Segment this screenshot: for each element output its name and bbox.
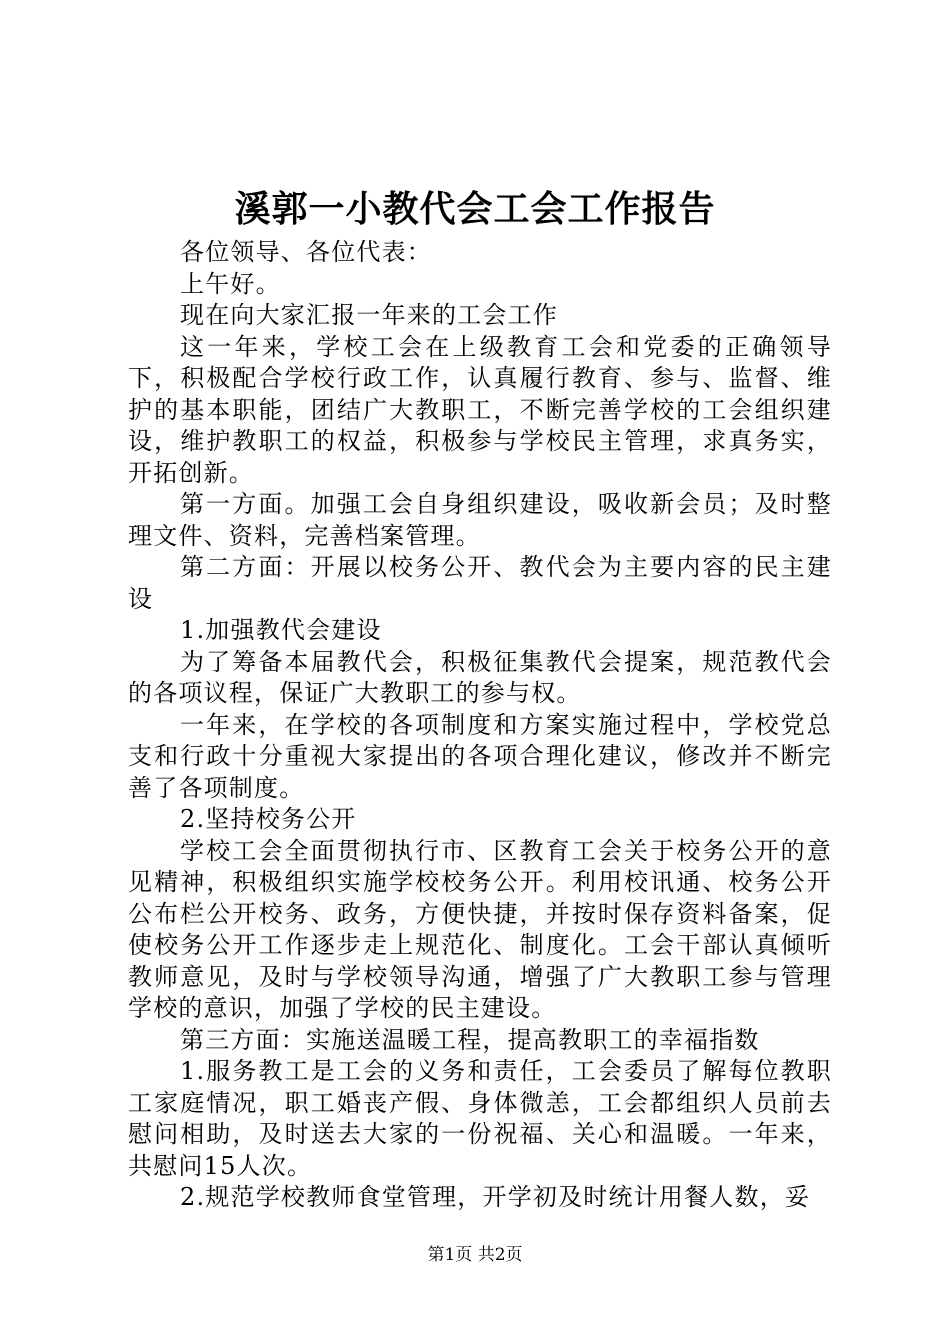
paragraph: 一年来，在学校的各项制度和方案实施过程中，学校党总支和行政十分重视大家提出的各项合理化建议，修改并不断完善了各项制度。 (128, 710, 832, 802)
page-footer: 第1页 共2页 (427, 1245, 523, 1265)
greeting: 上午好。 (180, 269, 281, 298)
section-three-heading: 第三方面：实施送温暖工程，提高教职工的幸福指数 (180, 1025, 760, 1054)
paragraph: 学校工会全面贯彻执行市、区教育工会关于校务公开的意见精神，积极组织实施学校校务公开。利用校讯通、校务公开公布栏公开校务、政务，方便快捷，并按时保存资料备案，促使校务公开工作逐步走上规范化、制度化。工会干部认真倾听教师意见，及时与学校领导沟通，增强了广大教职工参与管理学校的意识，加强了学校的民主建设。 (128, 836, 832, 1022)
subheading-1: 1.加强教代会建设 (180, 616, 382, 644)
paragraph: 为了筹备本届教代会，积极征集教代会提案，规范教代会的各项议程，保证广大教职工的参与权。 (128, 647, 832, 707)
subheading-2: 2.坚持校务公开 (180, 805, 357, 833)
intro-line: 现在向大家汇报一年来的工会工作 (180, 301, 558, 329)
section-one: 第一方面。加强工会自身组织建设，吸收新会员；及时整理文件、资料，完善档案管理。 (128, 490, 832, 550)
salutation: 各位领导、各位代表： (180, 238, 432, 266)
document-body (128, 237, 832, 1214)
section-two-heading: 第二方面：开展以校务公开、教代会为主要内容的民主建设 (128, 553, 832, 613)
document-title: 溪郭一小教代会工会工作报告 (234, 188, 716, 230)
paragraph-overview: 这一年来，学校工会在上级教育工会和党委的正确领导下，积极配合学校行政工作，认真履行教育、参与、监督、维护的基本职能，团结广大教职工，不断完善学校的工会组织建设，维护教职工的权益，积极参与学校民主管理，求真务实，开拓创新。 (128, 332, 832, 487)
paragraph: 2.规范学校教师食堂管理，开学初及时统计用餐人数，妥 (180, 1183, 811, 1211)
paragraph: 1.服务教工是工会的义务和责任，工会委员了解每位教职工家庭情况，职工婚丧产假、身体微恙，工会都组织人员前去慰问相助，及时送去大家的一份祝福、关心和温暖。一年来，共慰问15人次。 (128, 1057, 832, 1180)
